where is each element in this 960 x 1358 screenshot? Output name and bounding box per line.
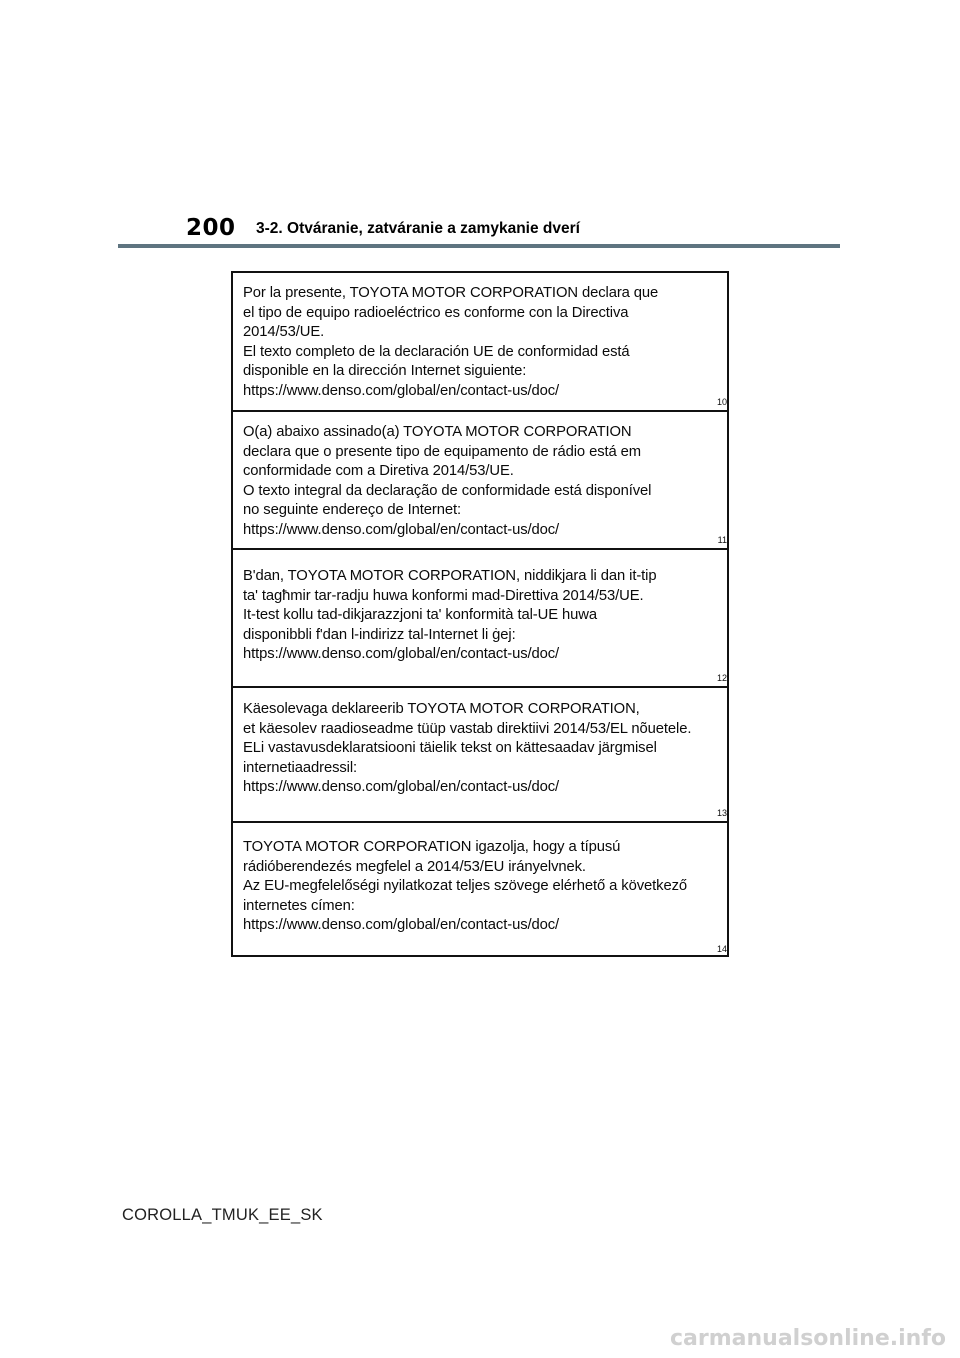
- panel-number: 13: [716, 808, 727, 818]
- panel-number: 10: [716, 397, 727, 407]
- panel-number: 11: [717, 535, 727, 545]
- declaration-text: B'dan, TOYOTA MOTOR CORPORATION, niddikjara li dan it-tip ta' tagħmir tar-radju huwa konformi mad-Direttiva 2014/53/UE. It-test kollu tad-dikjarazzjoni ta' konformità tal-UE huwa disponibbli f'dan l-indirizz tal-Internet li ġej: https://www.denso.com/global/en/contact-us/doc/: [243, 568, 657, 663]
- declaration-text: O(a) abaixo assinado(a) TOYOTA MOTOR CORPORATION declara que o presente tipo de equipamento de rádio está em conformidade com a Diretiva 2014/53/UE. O texto integral da declaração de conformidade está disponível no seguinte endereço de Internet: https://www.denso.com/global/en/contact-us/doc/: [243, 424, 652, 538]
- panel-number: 12: [716, 673, 727, 683]
- declaration-box: [231, 271, 729, 957]
- declaration-panel-et: [233, 686, 729, 821]
- header-divider: [118, 244, 840, 248]
- panel-number: 14: [716, 944, 727, 954]
- section-title: 3-2. Otváranie, zatváranie a zamykanie dverí: [256, 220, 580, 237]
- watermark: carmanualsonline.info: [670, 1326, 946, 1351]
- declaration-panel-es: [233, 273, 729, 410]
- declaration-panel-mt: [233, 548, 729, 686]
- declaration-text: TOYOTA MOTOR CORPORATION igazolja, hogy a típusú rádióberendezés megfelel a 2014/53/EU irányelvnek. Az EU-megfelelőségi nyilatkozat teljes szövege elérhető a következő internetes címen: https://www.denso.com/global/en/contact-us/doc/: [243, 839, 688, 934]
- model-code: COROLLA_TMUK_EE_SK: [122, 1206, 323, 1224]
- declaration-panel-hu: [233, 821, 729, 957]
- page-number: 200: [186, 215, 236, 241]
- declaration-text: Käesolevaga deklareerib TOYOTA MOTOR CORPORATION, et käesolev raadioseadme tüüp vastab direktiivi 2014/53/EL nõuetele. ELi vastavusdeklaratsiooni täielik tekst on kättesaadav järgmisel internetiaadressil: https://www.denso.com/global/en/contact-us/doc/: [243, 701, 692, 796]
- declaration-panel-pt: [233, 410, 729, 548]
- declaration-text: Por la presente, TOYOTA MOTOR CORPORATION declara que el tipo de equipo radioeléctrico es conforme con la Directiva 2014/53/UE. El texto completo de la declaración UE de conformidad está disponible en la dirección Internet siguiente: https://www.denso.com/global/en/contact-us/doc/: [243, 285, 659, 399]
